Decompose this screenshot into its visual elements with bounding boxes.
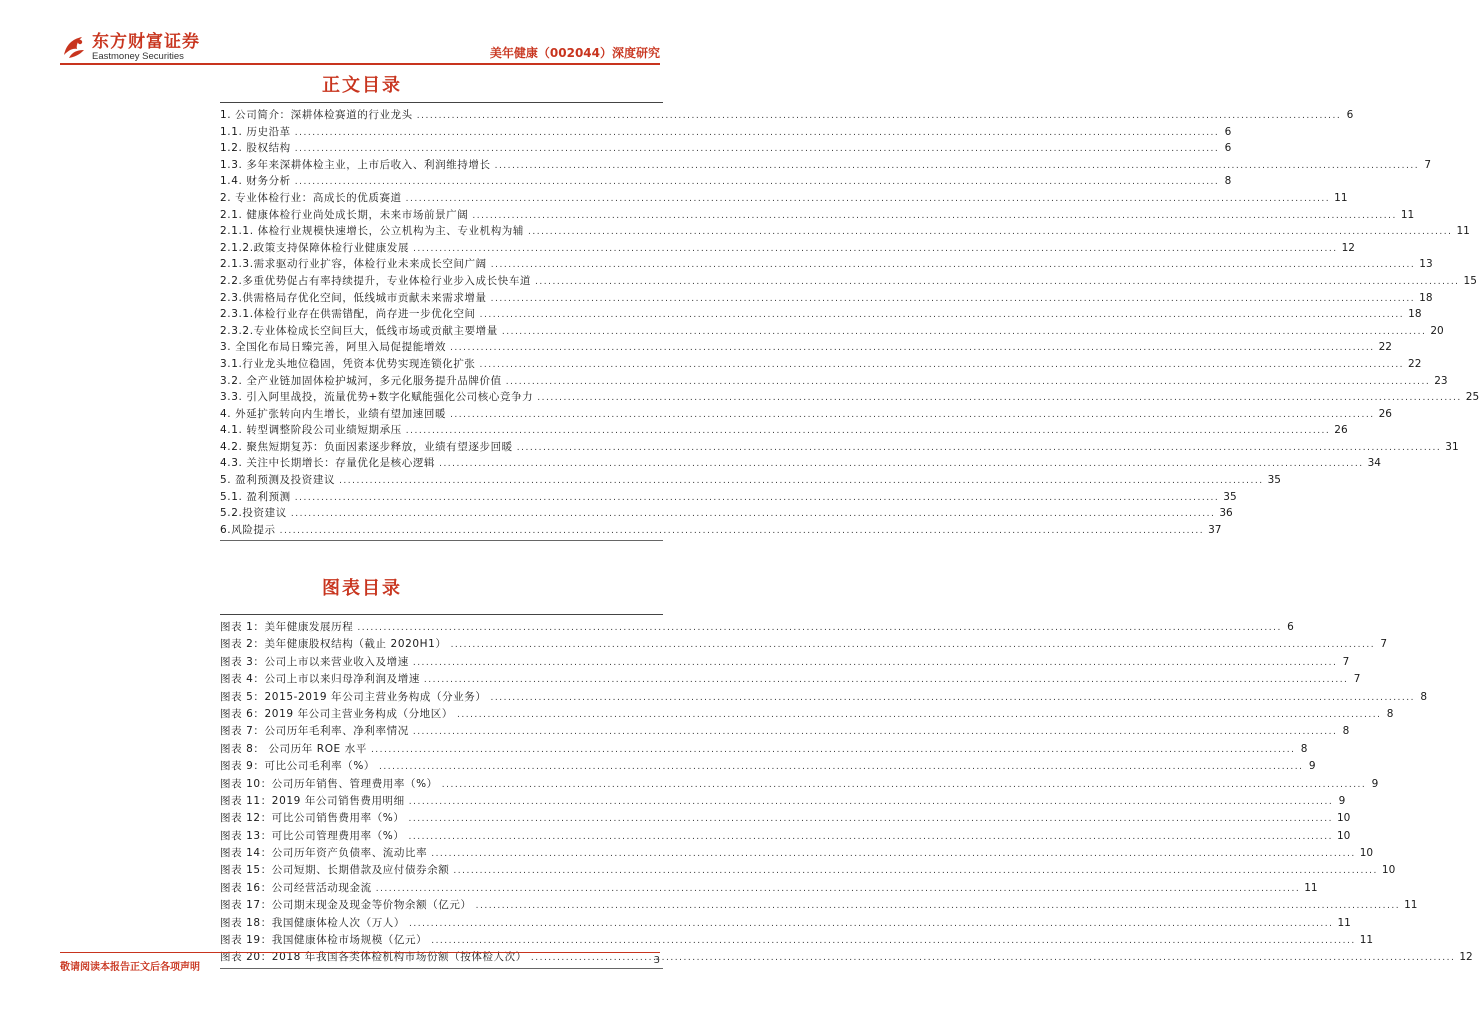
eastmoney-logo — [60, 33, 200, 63]
figure-entry-label: 图表 18：我国健康体检人次（万人） — [220, 916, 405, 929]
figure-entry-label: 图表 7：公司历年毛利率、净利率情况 — [220, 725, 409, 738]
toc-entry-label: 4.3. 关注中长期增长：存量优化是核心逻辑 — [220, 457, 436, 470]
dot-leader — [280, 523, 1205, 540]
toc-entry[interactable] — [220, 240, 1355, 257]
figure-entry-label: 图表 10：公司历年销售、管理费用率（%） — [220, 777, 438, 790]
dot-leader — [409, 916, 1334, 933]
toc-entry[interactable] — [220, 373, 1448, 390]
toc-title: 正文目录 — [322, 75, 402, 96]
toc-section — [220, 102, 1479, 541]
figure-entry-label: 图表 15：公司短期、长期借款及应付债券余额 — [220, 864, 450, 877]
page-number: 3 — [653, 955, 660, 966]
dot-leader — [480, 307, 1405, 324]
toc-entry[interactable] — [220, 140, 1232, 157]
toc-entry[interactable] — [220, 472, 1281, 489]
figure-entry-label: 图表 19：我国健康体检市场规模（亿元） — [220, 934, 428, 947]
toc-entry-page: 13 — [1419, 258, 1433, 271]
figure-entry[interactable] — [220, 915, 1351, 932]
figure-entry-label: 图表 9：可比公司毛利率（%） — [220, 760, 375, 773]
dot-leader — [295, 141, 1220, 158]
dot-leader — [291, 506, 1216, 523]
toc-entry[interactable] — [220, 339, 1392, 356]
toc-entry-label: 6.风险提示 — [220, 523, 276, 536]
logo-english-name: Eastmoney Securities — [92, 51, 184, 62]
toc-entry-page: 26 — [1378, 407, 1392, 420]
figure-entry-label: 图表 16：公司经营活动现金流 — [220, 881, 372, 894]
dot-leader — [339, 473, 1264, 490]
figure-entry-page: 9 — [1308, 760, 1316, 773]
toc-list — [220, 107, 1479, 538]
toc-entry[interactable] — [220, 522, 1222, 539]
dot-leader — [431, 846, 1356, 863]
toc-entry[interactable] — [220, 157, 1432, 174]
toc-entry-label: 2.3.1.体检行业存在供需错配，尚存进一步优化空间 — [220, 308, 476, 321]
toc-entry-label: 5.2.投资建议 — [220, 507, 287, 520]
figure-entry-page: 9 — [1371, 777, 1379, 790]
toc-entry[interactable] — [220, 389, 1479, 406]
figure-entry-label: 图表 11：2019 年公司销售费用明细 — [220, 794, 405, 807]
toc-entry[interactable] — [220, 190, 1348, 207]
dot-leader — [491, 257, 1416, 274]
toc-entry-page: 6 — [1224, 125, 1232, 138]
toc-entry-page: 34 — [1367, 457, 1381, 470]
figure-entry-label: 图表 20：2018 年我国各类体检机构市场份额（按体检人次） — [220, 951, 527, 964]
figure-entry-label: 图表 5：2015-2019 年公司主营业务构成（分业务） — [220, 690, 487, 703]
toc-entry-label: 5. 盈利预测及投资建议 — [220, 474, 336, 487]
dot-leader — [295, 174, 1220, 191]
figure-entry-page: 12 — [1459, 951, 1473, 964]
toc-top-rule — [220, 102, 663, 103]
figure-entry-label: 图表 4：公司上市以来归母净利润及增速 — [220, 673, 420, 686]
dot-leader — [376, 881, 1301, 898]
toc-entry-page: 25 — [1465, 391, 1479, 404]
figure-entry-page: 8 — [1420, 690, 1427, 703]
toc-entry-page: 8 — [1224, 175, 1232, 188]
figure-entry-page: 10 — [1359, 847, 1374, 860]
figure-entry-page: 7 — [1342, 655, 1350, 668]
toc-entry[interactable] — [220, 455, 1381, 472]
toc-entry-page: 18 — [1408, 308, 1422, 321]
eastmoney-logo-icon — [60, 33, 88, 61]
figure-entry-page: 8 — [1342, 725, 1350, 738]
figure-entry[interactable] — [220, 671, 1361, 688]
dot-leader — [491, 690, 1416, 707]
dot-leader — [413, 724, 1338, 741]
toc-entry-page: 31 — [1445, 440, 1459, 453]
toc-entry-page: 18 — [1419, 291, 1433, 304]
toc-entry-label: 1.2. 股权结构 — [220, 142, 291, 155]
figures-bottom-rule — [220, 968, 663, 969]
figure-entry-page: 7 — [1380, 638, 1388, 651]
toc-entry-page: 35 — [1223, 490, 1237, 503]
toc-entry-label: 1. 公司简介：深耕体检赛道的行业龙头 — [220, 109, 413, 121]
figure-entry-page: 10 — [1336, 812, 1351, 825]
figure-entry[interactable] — [220, 845, 1374, 862]
dot-leader — [535, 274, 1460, 291]
dot-leader — [502, 324, 1427, 341]
toc-entry-page: 23 — [1434, 374, 1448, 387]
figure-entry-page: 9 — [1338, 794, 1346, 807]
dot-leader — [472, 208, 1397, 225]
toc-entry-label: 3.3. 引入阿里战投，流量优势+数字化赋能强化公司核心竞争力 — [220, 391, 534, 404]
dot-leader — [480, 357, 1405, 374]
toc-entry-page: 15 — [1463, 274, 1477, 287]
figures-section — [220, 614, 1473, 969]
figure-entry-page: 6 — [1287, 621, 1294, 633]
dot-leader — [450, 340, 1375, 357]
toc-entry-label: 2.1.3.需求驱动行业扩容，体检行业未来成长空间广阔 — [220, 258, 487, 271]
figure-entry-page: 11 — [1359, 934, 1374, 947]
dot-leader — [517, 440, 1442, 457]
toc-entry-page: 36 — [1219, 507, 1233, 520]
toc-entry-label: 2.1.1. 体检行业规模快速增长，公立机构为主、专业机构为辅 — [220, 225, 524, 238]
toc-entry[interactable] — [220, 290, 1433, 307]
toc-entry-label: 1.4. 财务分析 — [220, 175, 291, 188]
dot-leader — [409, 794, 1334, 811]
figures-top-rule — [220, 614, 663, 615]
figure-entry[interactable] — [220, 723, 1350, 740]
figure-entry-label: 图表 13：可比公司管理费用率（%） — [220, 829, 405, 842]
figure-entry[interactable] — [220, 793, 1346, 810]
figure-entry[interactable] — [220, 619, 1294, 636]
logo-chinese-name: 东方财富证券 — [92, 32, 200, 52]
figure-entry-page: 11 — [1337, 916, 1351, 929]
toc-entry-page: 6 — [1346, 109, 1354, 121]
dot-leader — [413, 655, 1338, 672]
dot-leader — [406, 191, 1331, 208]
dot-leader — [431, 933, 1356, 950]
toc-entry[interactable] — [220, 124, 1232, 141]
dot-leader — [442, 777, 1367, 794]
toc-entry[interactable] — [220, 439, 1459, 456]
disclaimer-note: 敬请阅读本报告正文后各项声明 — [60, 962, 200, 973]
figure-entry-label: 图表 6：2019 年公司主营业务构成（分地区） — [220, 707, 453, 720]
toc-entry-label: 2.3.供需格局存优化空间，低线城市贡献未来需求增量 — [220, 291, 487, 304]
dot-leader — [450, 407, 1375, 424]
dot-leader — [295, 490, 1220, 507]
figure-entry-label: 图表 12：可比公司销售费用率（%） — [220, 812, 405, 825]
toc-entry-label: 1.1. 历史沿革 — [220, 125, 291, 138]
toc-entry[interactable] — [220, 223, 1470, 240]
toc-entry-page: 37 — [1208, 523, 1222, 536]
dot-leader — [371, 742, 1296, 759]
figure-entry-label: 图表 17：公司期末现金及现金等价物余额（亿元） — [220, 899, 472, 912]
toc-entry-page: 7 — [1424, 158, 1432, 171]
toc-entry-label: 2.1. 健康体检行业尚处成长期，未来市场前景广阔 — [220, 208, 469, 221]
toc-entry-label: 4. 外延扩张转向内生增长，业绩有望加速回暖 — [220, 407, 447, 420]
toc-entry-page: 22 — [1378, 341, 1392, 354]
figure-entry[interactable] — [220, 880, 1318, 897]
dot-leader — [408, 811, 1333, 828]
toc-entry-label: 1.3. 多年来深耕体检主业，上市后收入、利润维持增长 — [220, 158, 491, 171]
toc-entry[interactable] — [220, 273, 1477, 290]
dot-leader — [439, 456, 1364, 473]
toc-entry-label: 2.2.多重优势促占有率持续提升，专业体检行业步入成长快车道 — [220, 274, 532, 287]
figure-entry[interactable] — [220, 897, 1418, 914]
toc-entry-page: 6 — [1224, 142, 1232, 155]
figure-entry-label: 图表 8： 公司历年 ROE 水平 — [220, 742, 367, 755]
toc-entry[interactable] — [220, 173, 1232, 190]
toc-entry-label: 3.2. 全产业链加固体检护城河，多元化服务提升品牌价值 — [220, 374, 502, 387]
figure-entry[interactable] — [220, 654, 1350, 671]
toc-entry[interactable] — [220, 422, 1348, 439]
dot-leader — [531, 950, 1456, 967]
dot-leader — [457, 707, 1382, 724]
figure-entry-label: 图表 2：美年健康股权结构（截止 2020H1） — [220, 638, 447, 651]
toc-entry[interactable] — [220, 107, 1354, 124]
dot-leader — [357, 620, 1282, 637]
toc-bottom-rule — [220, 540, 663, 541]
dot-leader — [453, 863, 1378, 880]
figure-entry[interactable] — [220, 932, 1374, 949]
toc-entry[interactable] — [220, 207, 1415, 224]
toc-entry[interactable] — [220, 489, 1237, 506]
dot-leader — [379, 759, 1304, 776]
figure-entry-label: 图表 1：美年健康发展历程 — [220, 621, 354, 633]
toc-entry[interactable] — [220, 406, 1392, 423]
figure-entry-label: 图表 14：公司历年资产负债率、流动比率 — [220, 847, 428, 860]
figure-entry-page: 8 — [1300, 742, 1308, 755]
toc-entry-page: 11 — [1334, 191, 1348, 204]
figure-entry[interactable] — [220, 706, 1394, 723]
toc-entry-page: 11 — [1400, 208, 1415, 221]
toc-entry-label: 3.1.行业龙头地位稳固，凭资本优势实现连锁化扩张 — [220, 357, 476, 370]
dot-leader — [491, 291, 1416, 308]
dot-leader — [506, 374, 1431, 391]
figure-entry[interactable] — [220, 689, 1427, 706]
figures-list — [220, 619, 1473, 967]
toc-entry-label: 5.1. 盈利预测 — [220, 490, 291, 503]
dot-leader — [537, 390, 1462, 407]
toc-entry-label: 4.1. 转型调整阶段公司业绩短期承压 — [220, 424, 402, 437]
toc-entry-label: 2.3.2.专业体检成长空间巨大，低线市场或贡献主要增量 — [220, 324, 498, 337]
report-title: 美年健康（002044）深度研究 — [489, 46, 660, 60]
figure-entry-page: 7 — [1353, 673, 1361, 686]
toc-entry-page: 20 — [1430, 324, 1444, 337]
toc-entry-page: 11 — [1456, 225, 1470, 238]
toc-entry-page: 22 — [1408, 357, 1422, 370]
dot-leader — [406, 423, 1331, 440]
figure-entry-page: 8 — [1386, 707, 1394, 720]
figure-entry[interactable] — [220, 758, 1316, 775]
toc-entry-page: 26 — [1334, 424, 1348, 437]
footer-divider — [60, 952, 660, 953]
header-divider — [60, 63, 660, 65]
toc-entry-label: 2. 专业体检行业：高成长的优质赛道 — [220, 191, 402, 204]
page-header — [0, 0, 724, 70]
figures-title: 图表目录 — [322, 578, 402, 599]
figure-entry[interactable] — [220, 862, 1396, 879]
dot-leader — [408, 829, 1333, 846]
dot-leader — [451, 637, 1376, 654]
toc-entry[interactable] — [220, 323, 1444, 340]
figure-entry-page: 10 — [1381, 864, 1396, 877]
toc-entry-label: 4.2. 聚焦短期复苏：负面因素逐步释放，业绩有望逐步回暖 — [220, 440, 513, 453]
dot-leader — [413, 241, 1338, 258]
toc-entry[interactable] — [220, 356, 1422, 373]
figure-entry[interactable] — [220, 810, 1351, 827]
toc-entry-page: 35 — [1267, 474, 1281, 487]
figure-entry-page: 11 — [1304, 881, 1318, 894]
figure-entry-page: 11 — [1404, 899, 1418, 912]
figure-entry[interactable] — [220, 636, 1388, 653]
toc-entry[interactable] — [220, 256, 1433, 273]
dot-leader — [476, 898, 1401, 915]
figure-entry[interactable] — [220, 741, 1308, 758]
dot-leader — [424, 672, 1349, 689]
figure-entry[interactable] — [220, 776, 1379, 793]
toc-entry[interactable] — [220, 505, 1233, 522]
toc-entry[interactable] — [220, 306, 1422, 323]
dot-leader — [295, 125, 1220, 142]
toc-entry-page: 12 — [1341, 241, 1355, 254]
figure-entry-label: 图表 3：公司上市以来营业收入及增速 — [220, 655, 409, 668]
toc-entry-label: 2.1.2.政策支持保障体检行业健康发展 — [220, 241, 410, 254]
dot-leader — [495, 158, 1420, 175]
figure-entry-page: 10 — [1336, 829, 1351, 842]
dot-leader — [528, 224, 1453, 241]
toc-entry-label: 3. 全国化布局日臻完善，阿里入局促提能增效 — [220, 341, 447, 354]
figure-entry[interactable] — [220, 828, 1351, 845]
dot-leader — [417, 108, 1342, 125]
